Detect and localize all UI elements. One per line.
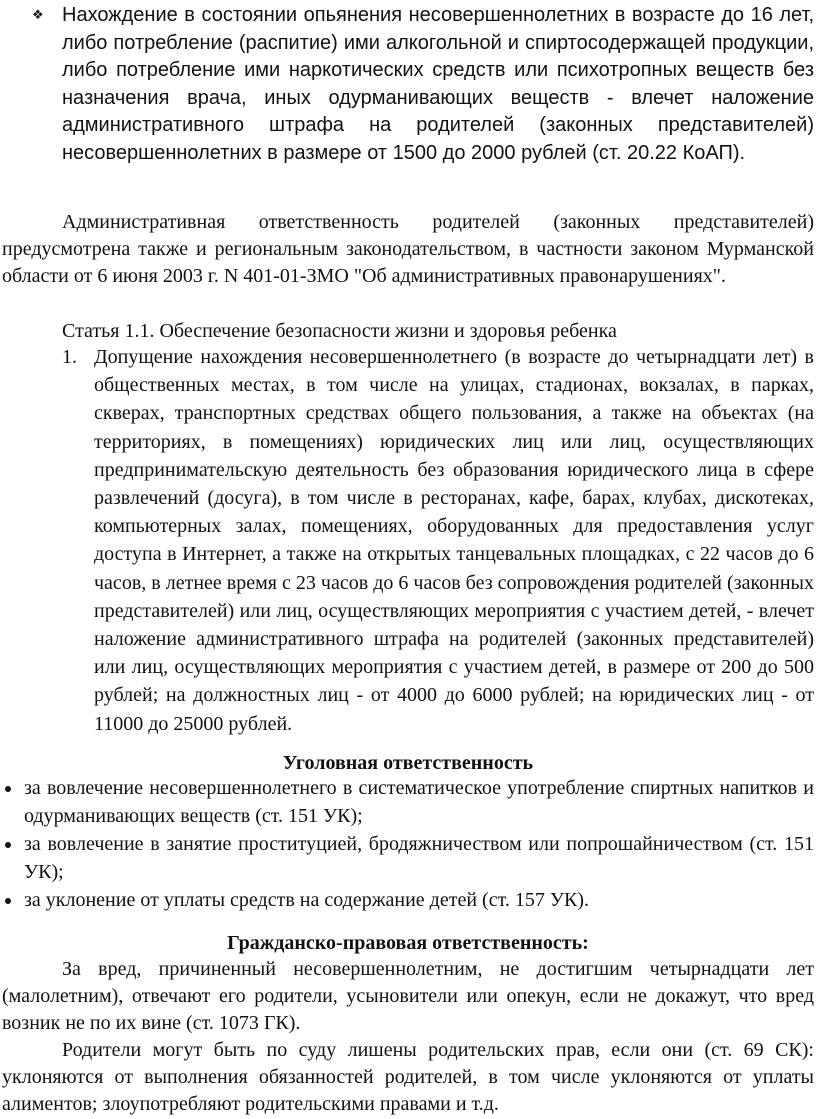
civil-heading: Гражданско-правовая ответственность:: [227, 932, 589, 954]
civil-paragraph-2: Родители могут быть по суду лишены родительских прав, если они (ст. 69 СК): уклоняются от выполнения обязанностей родителей, в том числе уклоняются от уплаты алиментов; злоупотребляют родительскими правами и т.д.: [2, 1039, 814, 1116]
admin-responsibility-paragraph: Административная ответственность родителей (законных представителей) предусмотрена также и региональным законодательством, в частности законом Мурманской области от 6 июня 2003 г. N 401-01-ЗМО "Об административных правонарушениях".: [2, 211, 814, 288]
article-title: Статья 1.1. Обеспечение безопасности жизни и здоровья ребенка: [62, 320, 617, 342]
item-number: 1.: [62, 346, 77, 368]
list-item: за уклонение от уплаты средств на содержание детей (ст. 157 УК).: [24, 886, 814, 914]
diamond-bullet-icon: ❖: [32, 8, 44, 23]
bullet-dot-icon: [5, 898, 11, 904]
bullet-dot-icon: [5, 842, 11, 848]
list-item: за вовлечение в занятие проституцией, бродяжничеством или попрошайничеством (ст. 151 УК);: [24, 830, 814, 886]
criminal-heading: Уголовная ответственность: [282, 752, 534, 774]
list-item: за вовлечение несовершеннолетнего в систематическое употребление спиртных напитков и одурманивающих веществ (ст. 151 УК);: [24, 774, 814, 830]
diamond-item-text: Нахождение в состоянии опьянения несовершеннолетних в возрасте до 16 лет, либо потребление (распитие) ими алкогольной и спиртосодержащей продукции, либо потребление ими наркотических средств или психотропных веществ без назначения врача, иных одурманивающих веществ - влечет наложение административного штрафа на родителей (законных представителей) несовершеннолетних в размере от 1500 до 2000 рублей (ст. 20.22 КоАП).: [62, 4, 814, 164]
bullet-dot-icon: [5, 786, 11, 792]
article-numbered-item: [62, 343, 814, 738]
article-item-text: Допущение нахождения несовершеннолетнего (в возрасте до четырнадцати лет) в общественных местах, в том числе на улицах, стадионах, вокзалах, в парках, скверах, транспортных средствах общего пользования, а также на объектах (на территориях, в помещениях) юридических лиц или лиц, осуществляющих предпринимательскую деятельность без образования юридического лица в сфере развлечений (досуга), в том числе в ресторанах, кафе, барах, клубах, дискотеках, компьютерных залах, помещениях, оборудованных для предоставления услуг доступа в Интернет, а также на открытых танцевальных площадках, с 22 часов до 6 часов, в летнее время с 23 часов до 6 часов без сопровождения родителей (законных представителей) или лиц, осуществляющих мероприятия с участием детей, - влечет наложение административного штрафа на родителей (законных представителей) или лиц, осуществляющих мероприятия с участием детей, в размере от 200 до 500 рублей; на должностных лиц - от 4000 до 6000 рублей; на юридических лиц - от 11000 до 25000 рублей.: [94, 346, 814, 735]
diamond-list-item: [32, 2, 814, 168]
civil-paragraph-1: За вред, причиненный несовершеннолетним, не достигшим четырнадцати лет (малолетним), отвечают его родители, усыновители или опекун, если не докажут, что вред возник не по их вине (ст. 1073 ГК).: [2, 958, 814, 1035]
criminal-list: [24, 774, 814, 914]
